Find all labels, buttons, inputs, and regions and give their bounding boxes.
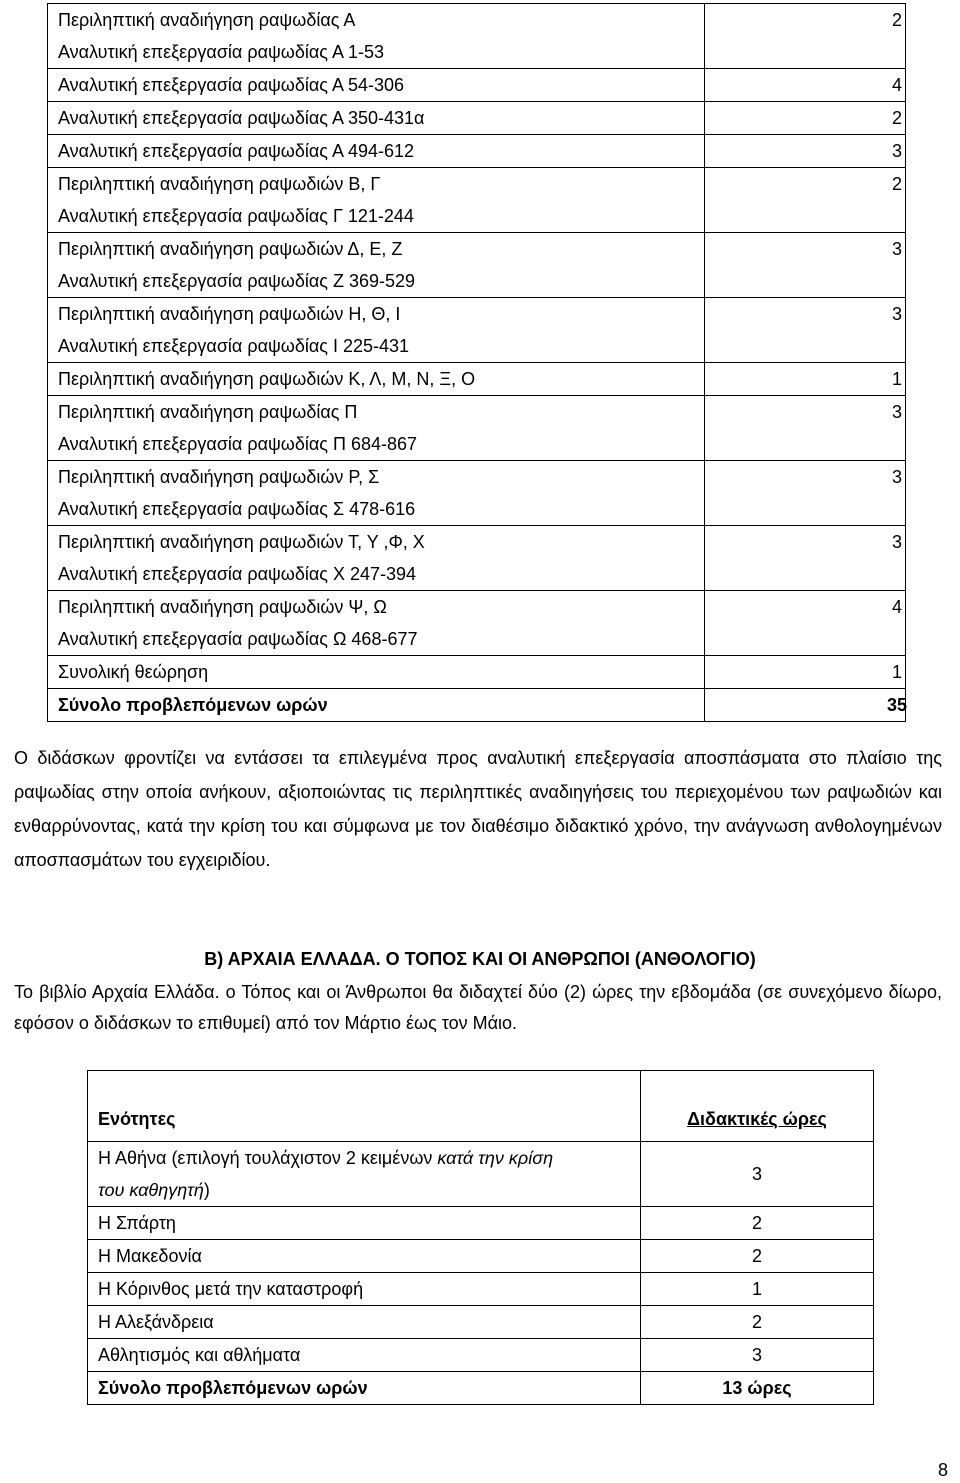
table-row [48,135,906,168]
table-row [48,4,906,69]
section-cell [48,168,705,233]
table-row [48,526,906,591]
unit-italic-text: κατά την κρίση [437,1148,554,1168]
hours-cell: 2 [641,1207,874,1240]
section-cell [48,233,705,298]
section-text: Περιληπτική αναδιήγηση ραψωδιών Δ, Ε, Ζ [58,239,403,259]
hours-value: 4 [891,597,902,617]
teacher-guidance-paragraph: Ο διδάσκων φροντίζει να εντάσσει τα επιλεγμένα προς αναλυτική επεξεργασία αποσπάσματα στο πλαίσιο της ραψωδίας στην οποία ανήκουν, αξιοποιώντας τις περιληπτικές αναδιηγήσεις του περιεχομένου των ραψωδιών και ενθαρρύνοντας, κατά την κρίση του και σύμφωνα με τον διαθέσιμο διδακτικό χρόνο, την ανάγνωση ανθολογημένων αποσπασμάτων του εγχειριδίου. [14,748,942,870]
section-text: Αναλυτική επεξεργασία ραψωδίας Ω 468-677 [58,629,418,649]
table-row [48,69,906,102]
unit-cell: Η Αλεξάνδρεια [88,1306,641,1339]
section-cell [48,656,705,689]
section-text: Αναλυτική επεξεργασία ραψωδίας Α 494-612 [58,141,415,161]
hours-value: 3 [891,239,902,259]
total-row [48,689,906,722]
table-row [48,102,906,135]
hours-cell [705,233,906,298]
hours-cell [705,461,906,526]
hours-value: 2 [891,108,902,128]
section-text: Αναλυτική επεξεργασία ραψωδίας Ζ 369-529 [58,271,416,291]
hours-value: 2 [891,10,902,30]
unit-cell: Η Σπάρτη [88,1207,641,1240]
section-text: Περιληπτική αναδιήγηση ραψωδιών Ρ, Σ [58,467,380,487]
hours-value: 4 [891,75,902,95]
section-cell [48,363,705,396]
table-row [48,591,906,656]
section-text: Περιληπτική αναδιήγηση ραψωδίας Π [58,402,358,422]
hours-cell [705,135,906,168]
hours-cell [705,591,906,656]
section-b-heading: Β) ΑΡΧΑΙΑ ΕΛΛΑΔΑ. Ο ΤΟΠΟΣ ΚΑΙ ΟΙ ΑΝΘΡΩΠΟΙ (ΑΝΘΟΛΟΓΙΟ) [204,949,756,969]
hours-cell [705,4,906,69]
hours-cell [705,298,906,363]
total-hours-cell [705,689,906,722]
ancient-greece-hours-table [87,1070,874,1405]
section-text: Περιληπτική αναδιήγηση ραψωδιών Τ, Υ ,Φ, Χ [58,532,425,552]
hours-cell [705,363,906,396]
table-row [48,298,906,363]
unit-text: ) [203,1180,210,1200]
section-text: Αναλυτική επεξεργασία ραψωδίας Γ 121-244 [58,206,414,226]
section-text: Περιληπτική αναδιήγηση ραψωδιών Ψ, Ω [58,597,387,617]
section-text: Αναλυτική επεξεργασία ραψωδίας Π 684-867 [58,434,418,454]
section-cell [48,298,705,363]
total-row [88,1372,874,1405]
section-cell [48,69,705,102]
table-row [48,656,906,689]
table-row [48,168,906,233]
unit-text: Η Αθήνα (επιλογή τουλάχιστον 2 κειμένων [98,1148,438,1168]
hours-value: 1 [891,369,902,389]
total-label-cell [48,689,705,722]
unit-cell [88,1142,641,1207]
hours-cell [705,396,906,461]
hours-value: 3 [891,532,902,552]
section-cell [48,591,705,656]
section-text: Αναλυτική επεξεργασία ραψωδίας Α 54-306 [58,75,405,95]
table-row [88,1273,874,1306]
section-cell [48,135,705,168]
table-row [88,1306,874,1339]
table-row [48,461,906,526]
table-row [48,396,906,461]
section-cell [48,102,705,135]
total-label: Σύνολο προβλεπόμενων ωρών [88,1372,641,1405]
table-row [88,1240,874,1273]
hours-cell: 3 [641,1142,874,1207]
table-row [88,1142,874,1207]
hours-cell [705,168,906,233]
section-cell [48,396,705,461]
table-row [88,1207,874,1240]
section-text: Αναλυτική επεξεργασία ραψωδίας Σ 478-616 [58,499,416,519]
table-row [48,233,906,298]
section-cell [48,4,705,69]
hours-value: 1 [891,662,902,682]
total-hours: 35 [886,695,908,715]
table-row [48,363,906,396]
section-text: Αναλυτική επεξεργασία ραψωδίας Χ 247-394 [58,564,417,584]
table-header-row [88,1071,874,1142]
hours-cell: 3 [641,1339,874,1372]
section-text: Αναλυτική επεξεργασία ραψωδίας Α 350-431α [58,108,425,128]
hours-value: 3 [891,304,902,324]
hours-cell [705,102,906,135]
hours-value: 3 [891,467,902,487]
section-cell [48,461,705,526]
section-text: Αναλυτική επεξεργασία ραψωδίας Α 1-53 [58,42,385,62]
hours-cell [705,69,906,102]
ilias-hours-table [47,3,906,722]
header-hours: Διδακτικές ώρες [641,1071,874,1142]
unit-cell: Αθλητισμός και αθλήματα [88,1339,641,1372]
section-text: Περιληπτική αναδιήγηση ραψωδιών Η, Θ, Ι [58,304,401,324]
unit-italic-text: του καθηγητή [98,1180,204,1200]
section-cell [48,526,705,591]
section-b-description: Το βιβλίο Αρχαία Ελλάδα. ο Τόπος και οι Άνθρωποι θα διδαχτεί δύο (2) ώρες την εβδομάδα (σε συνεχόμενο δίωρο, εφόσον ο διδάσκων το επιθυμεί) από τον Μάρτιο έως τον Μάιο. [14,982,942,1033]
section-text: Αναλυτική επεξεργασία ραψωδίας Ι 225-431 [58,336,410,356]
hours-cell: 2 [641,1306,874,1339]
total-label: Σύνολο προβλεπόμενων ωρών [58,695,328,715]
total-hours: 13 ώρες [641,1372,874,1405]
hours-cell: 2 [641,1240,874,1273]
section-text: Περιληπτική αναδιήγηση ραψωδίας Α [58,10,356,30]
hours-cell: 1 [641,1273,874,1306]
table-row [88,1339,874,1372]
section-text: Περιληπτική αναδιήγηση ραψωδιών Β, Γ [58,174,381,194]
unit-cell: Η Κόρινθος μετά την καταστροφή [88,1273,641,1306]
unit-cell: Η Μακεδονία [88,1240,641,1273]
header-units: Ενότητες [88,1071,641,1142]
hours-value: 2 [891,174,902,194]
hours-value: 3 [891,141,902,161]
section-text: Συνολική θεώρηση [58,662,209,682]
hours-cell [705,526,906,591]
hours-value: 3 [891,402,902,422]
hours-cell [705,656,906,689]
page-number: 8 [938,1460,949,1480]
section-text: Περιληπτική αναδιήγηση ραψωδιών Κ, Λ, Μ, Ν, Ξ, Ο [58,369,476,389]
